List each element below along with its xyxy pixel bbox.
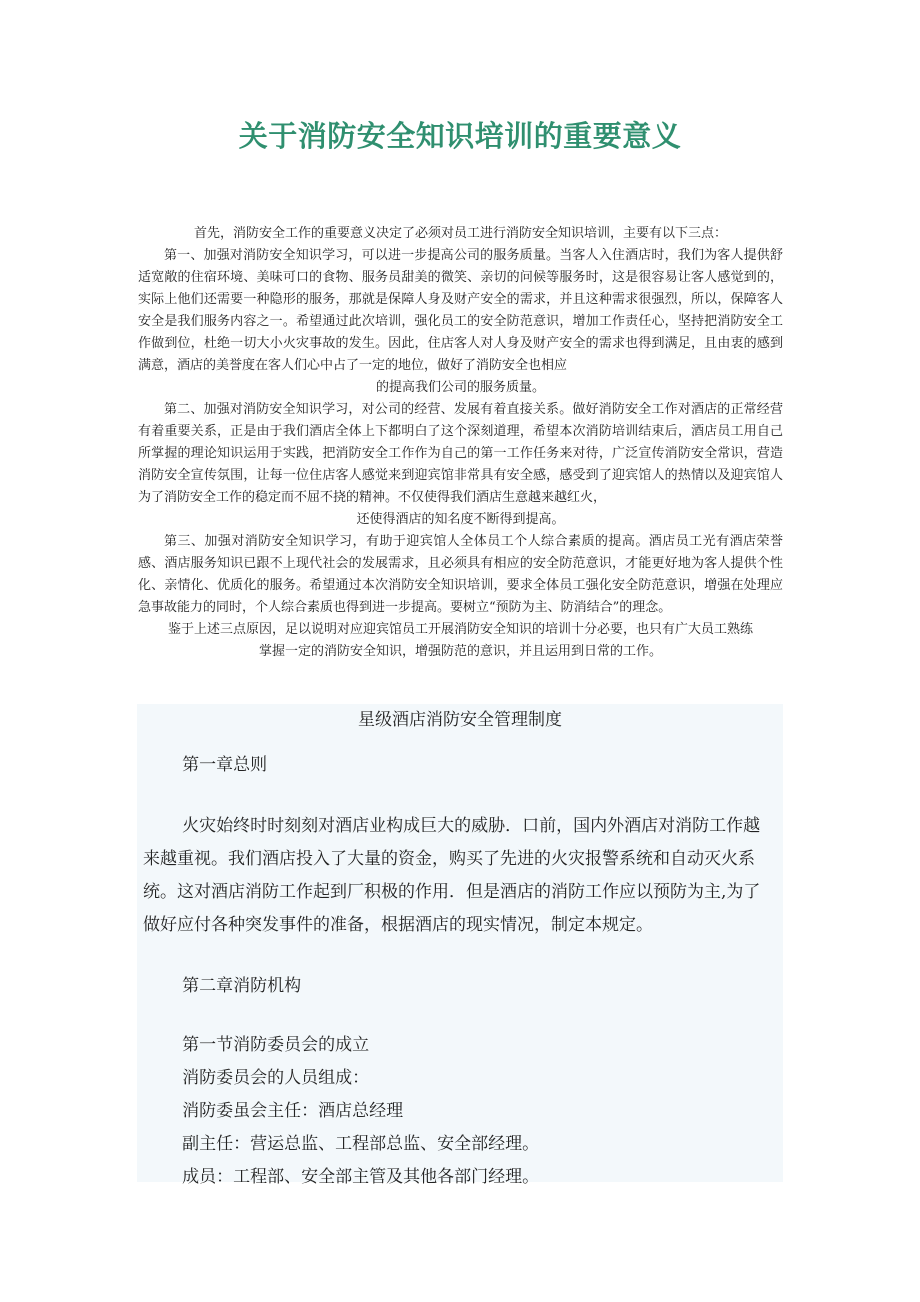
director-line: 消防委虽会主任：酒店总经理	[182, 1101, 404, 1121]
deputy-line: 副主任：营运总监、工程部总监、安全部经理。	[182, 1134, 540, 1154]
conclusion-closing-line: 掌握一定的消防安全知识，增强防范的意识，并且运用到日常的工作。	[258, 644, 662, 659]
conclusion-paragraph: 鉴于上述三点原因，足以说明对应迎宾馆员工开展消防安全知识的培训十分必要，也只有广大员工熟练	[167, 622, 753, 637]
intro-section	[138, 223, 783, 663]
point-1-paragraph: 第一、加强对消防安全知识学习，可以进一步提高公司的服务质量。当客人入住酒店时，我们为客人提供舒适宽敞的住宿环境、美味可口的食物、服务员甜美的微笑、亲切的问候等服务时，这是很容易让客人感觉到的，实际上他们还需要一种隐形的服务，那就是保障人身及财产安全的需求，并且这种需求很强烈，所以，保障客人安全是我们服务内容之一。希望通过此次培训，强化员工的安全防范意识，增加工作责任心，坚持把消防安全工作做到位，杜绝一切大小火灾事故的发生。因此，住店客人对人身及财产安全的需求也得到满足，且由衷的感到满意，酒店的美誉度在客人们心中占了一定的地位，做好了消防安全也相应	[138, 248, 783, 373]
chapter-1-heading: 第一章总则	[182, 755, 268, 775]
section-1-heading: 第一节消防委员会的成立	[182, 1035, 370, 1055]
chapter-1-body: 火灾始终时时刻刻对酒店业构成巨大的威胁．口前，国内外酒店对消防工作越来越重视。我们酒店投入了大量的资金，购买了先进的火灾报警系统和自动灭火系统。这对酒店消防工作起到厂积极的作用．但是酒店的消防工作应以预防为主,为了做好应付各种突发事件的准备，根据酒店的现实情况，制定本规定。	[143, 816, 761, 935]
intro-paragraph: 首先，消防安全工作的重要意义决定了必须对员工进行消防安全知识培训，主要有以下三点：	[193, 226, 727, 241]
point-2-paragraph: 第二、加强对消防安全知识学习，对公司的经营、发展有着直接关系。做好消防安全工作对酒店的正常经营有着重要关系，正是由于我们酒店全体上下都明白了这个深刻道理，希望本次消防培训结束后，酒店员工用自己所掌握的理论知识运用于实践，把消防安全工作作为自己的第一工作任务来对待，广泛宣传消防安全常识，营造消防安全宣传氛围，让每一位住店客人感觉来到迎宾馆非常具有安全感，感受到了迎宾馆人的热情以及迎宾馆人为了消防安全工作的稳定而不屈不挠的精神。不仅使得我们酒店生意越来越红火，	[138, 402, 783, 505]
policy-section	[137, 704, 783, 1187]
chapter-2-heading: 第二章消防机构	[182, 976, 302, 996]
point-3-paragraph: 第三、加强对消防安全知识学习，有助于迎宾馆人全体员工个人综合素质的提高。酒店员工光有酒店荣誉感、酒店服务知识已跟不上现代社会的发展需求，且必须具有相应的安全防范意识，才能更好地为客人提供个性化、亲情化、优质化的服务。希望通过本次消防安全知识培训，要求全体员工强化安全防范意识，增强在处理应急事故能力的同时，个人综合素质也得到进一步提高。要树立“预防为主、防消结合”的理念。	[138, 534, 783, 615]
document-title: 关于消防安全知识培训的重要意义	[238, 119, 682, 153]
policy-title: 星级酒店消防安全管理制度	[358, 710, 562, 730]
point-2-closing-line: 还使得酒店的知名度不断得到提高。	[356, 512, 565, 527]
members-label: 消防委员会的人员组成：	[182, 1068, 370, 1088]
members-line: 成员：工程部、安全部主管及其他各部门经理。	[182, 1167, 540, 1187]
point-1-closing-line: 的提高我们公司的服务质量。	[375, 380, 545, 395]
